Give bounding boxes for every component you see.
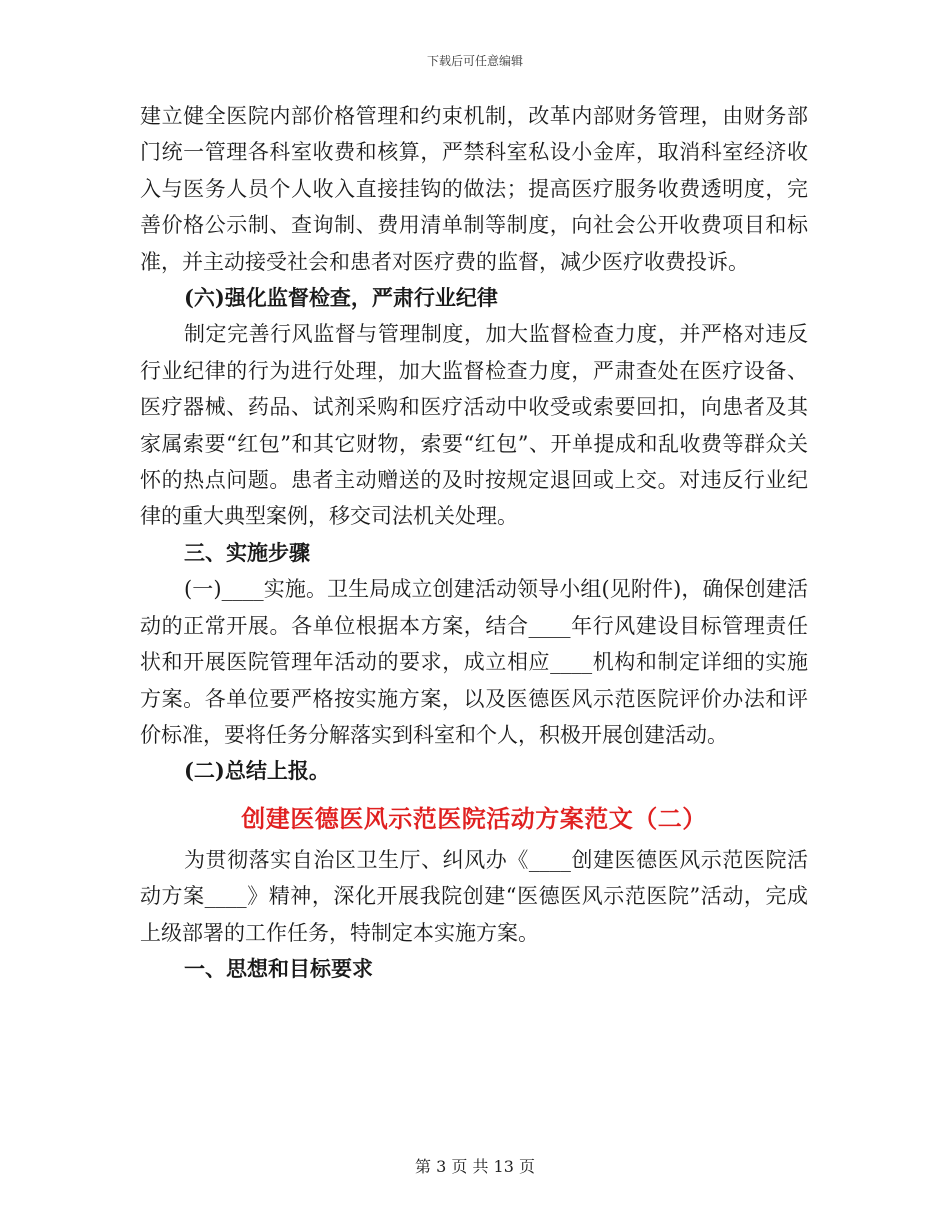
document-body <box>140 98 808 987</box>
paragraph-implementation: (一)____实施。卫生局成立创建活动领导小组(见附件)，确保创建活动的正常开展。各单位根据本方案，结合____年行风建设目标管理责任状和开展医院管理年活动的要求，成立相应____机构和制定详细的实施方案。各单位要严格按实施方案，以及医德医风示范医院评价办法和评价标准，要将任务分解落实到科室和个人，积极开展创建活动。 <box>140 577 808 747</box>
page-header-note: 下载后可任意编辑 <box>426 54 523 68</box>
paragraph-price-management: 建立健全医院内部价格管理和约束机制，改革内部财务管理，由财务部门统一管理各科室收费和核算，严禁科室私设小金库，取消科室经济收入与医务人员个人收入直接挂钩的做法；提高医疗服务收费透明度，完善价格公示制、查询制、费用清单制等制度，向社会公开收费项目和标准，并主动接受社会和患者对医疗费的监督，减少医疗收费投诉。 <box>140 104 808 274</box>
paragraph-intro: 为贯彻落实自治区卫生厅、纠风办《____创建医德医风示范医院活动方案____》精神，深化开展我院创建“医德医风示范医院”活动，完成上级部署的工作任务，特制定本实施方案。 <box>140 847 808 945</box>
heading-goals: 一、思想和目标要求 <box>184 955 373 981</box>
page-number: 第 3 页 共 13 页 <box>415 1157 535 1176</box>
paragraph-supervision: 制定完善行风监督与管理制度，加大监督检查力度，并严格对违反行业纪律的行为进行处理，加大监督检查力度，严肃查处在医疗设备、医疗器械、药品、试剂采购和医疗活动中收受或索要回扣，向患者及其家属索要“红包”和其它财物，索要“红包”、开单提成和乱收费等群众关怀的热点问题。患者主动赠送的及时按规定退回或上交。对违反行业纪律的重大典型案例，移交司法机关处理。 <box>140 322 808 529</box>
heading-implementation-steps: 三、实施步骤 <box>184 539 310 565</box>
heading-summary-report: (二)总结上报。 <box>184 758 330 784</box>
heading-supervision: (六)强化监督检查，严肃行业纪律 <box>184 285 498 311</box>
section-title: 创建医德医风示范医院活动方案范文（二） <box>241 803 707 833</box>
